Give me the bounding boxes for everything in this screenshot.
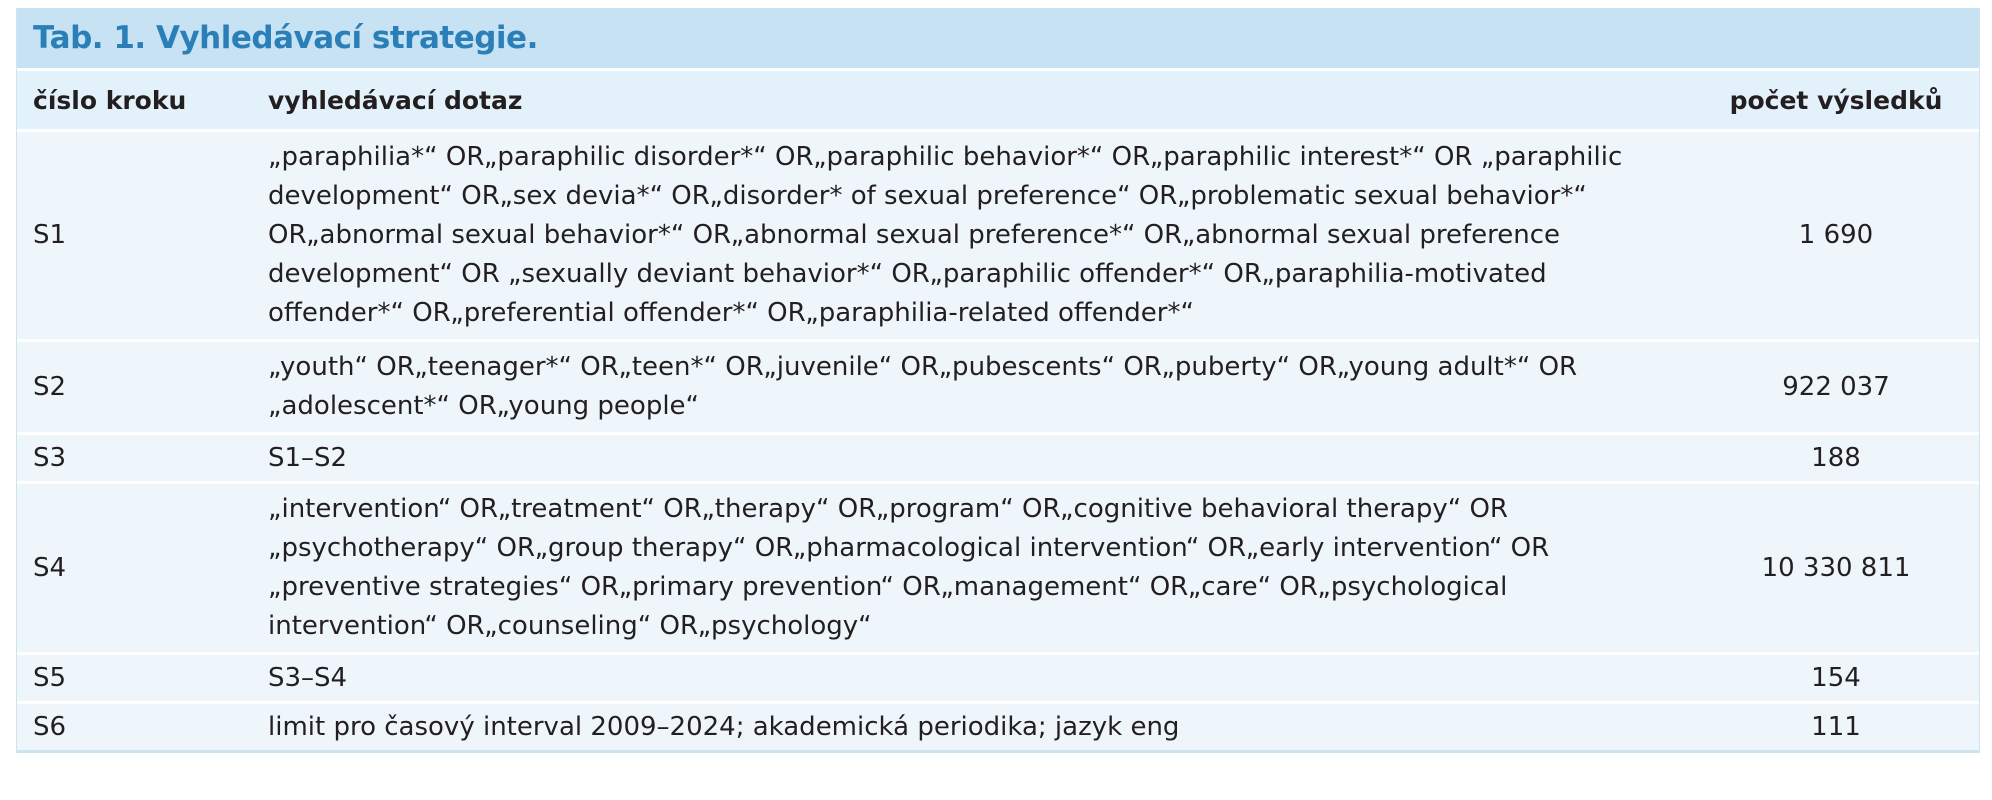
row-step: S4 bbox=[17, 483, 252, 654]
results-table bbox=[17, 71, 1979, 750]
row-query: S3–S4 bbox=[252, 654, 1693, 703]
table-row bbox=[17, 434, 1979, 483]
table-title: Tab. 1. Vyhledávací strategie. bbox=[33, 20, 538, 56]
row-count: 10 330 811 bbox=[1693, 483, 1979, 654]
header-row bbox=[17, 71, 1979, 131]
table-row bbox=[17, 703, 1979, 751]
table-bottom-rule bbox=[17, 750, 1979, 753]
header-query: vyhledávací dotaz bbox=[252, 71, 1693, 131]
row-step: S6 bbox=[17, 703, 252, 751]
row-query: „intervention“ OR„treatment“ OR„therapy“ OR„program“ OR„cognitive behavioral therapy“ OR „psychotherapy“ OR„group therapy“ OR„pharmacological intervention“ OR„early intervention“ OR „preventive strategies“ OR„primary prevention“ OR„management“ OR„care“ OR„psychological intervention“ OR„counseling“ OR„psychology“ bbox=[252, 483, 1693, 654]
row-count: 111 bbox=[1693, 703, 1979, 751]
table-row bbox=[17, 131, 1979, 341]
search-strategy-table bbox=[16, 8, 1980, 753]
table-row bbox=[17, 654, 1979, 703]
header-count: počet výsledků bbox=[1693, 71, 1979, 131]
row-step: S3 bbox=[17, 434, 252, 483]
header-step: číslo kroku bbox=[17, 71, 252, 131]
row-count: 1 690 bbox=[1693, 131, 1979, 341]
row-step: S1 bbox=[17, 131, 252, 341]
table-title-bar bbox=[17, 8, 1979, 71]
row-query: „paraphilia*“ OR„paraphilic disorder*“ OR„paraphilic behavior*“ OR„paraphilic interest*“ OR „paraphilic development“ OR„sex devia*“ OR„disorder* of sexual preference“ OR„problematic sexual behavior*“ OR„abnormal sexual behavior*“ OR„abnormal sexual preference*“ OR„abnormal sexual preference development“ OR „sexually deviant behavior*“ OR„paraphilic offender*“ OR„paraphilia-motivated offender*“ OR„preferential offender*“ OR„paraphilia-related offender*“ bbox=[252, 131, 1693, 341]
row-step: S2 bbox=[17, 341, 252, 434]
row-count: 922 037 bbox=[1693, 341, 1979, 434]
table-row bbox=[17, 341, 1979, 434]
row-step: S5 bbox=[17, 654, 252, 703]
row-query: limit pro časový interval 2009–2024; akademická periodika; jazyk eng bbox=[252, 703, 1693, 751]
row-count: 154 bbox=[1693, 654, 1979, 703]
row-query: S1–S2 bbox=[252, 434, 1693, 483]
row-count: 188 bbox=[1693, 434, 1979, 483]
table-row bbox=[17, 483, 1979, 654]
row-query: „youth“ OR„teenager*“ OR„teen*“ OR„juvenile“ OR„pubescents“ OR„puberty“ OR„young adult*“ OR „adolescent*“ OR„young people“ bbox=[252, 341, 1693, 434]
